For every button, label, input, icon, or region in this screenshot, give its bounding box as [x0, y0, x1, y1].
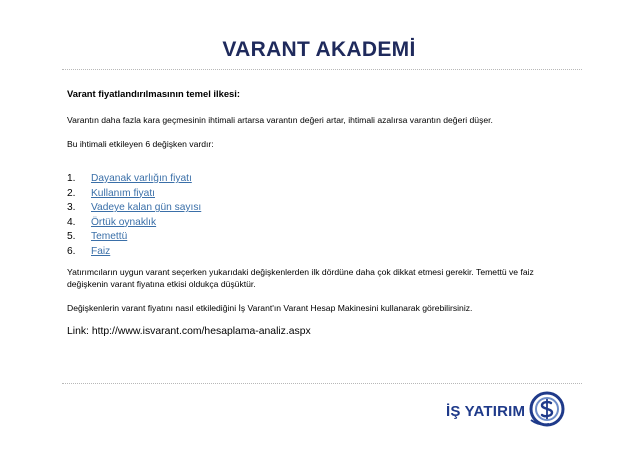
intro-paragraph: Varantın daha fazla kara geçmesinin ihtimali artarsa varantın değeri artar, ihtimali azalırsa varantın değeri düşer. [67, 115, 493, 125]
factors-intro: Bu ihtimali etkileyen 6 değişken vardır: [67, 139, 214, 149]
factor-link-implied-volatility[interactable]: Örtük oynaklık [91, 216, 157, 228]
factor-link-underlying-price[interactable]: Dayanak varlığın fiyatı [91, 173, 192, 184]
calculator-note: Değişkenlerin varant fiyatını nasıl etkilediğini İş Varant'ın Varant Hesap Makinesini kullanarak görebilirsiniz. [67, 302, 473, 313]
factor-link-strike-price[interactable]: Kullanım fiyatı [91, 187, 155, 199]
list-number: 2. [67, 187, 76, 199]
factor-link-dividend[interactable]: Temettü [91, 231, 128, 243]
main-content [67, 82, 567, 338]
list-item [67, 230, 567, 245]
factor-list [67, 172, 567, 260]
section-heading: Varant fiyatlandırılmasının temel ilkesi: [67, 88, 240, 99]
list-number: 3. [67, 202, 76, 214]
list-number: 4. [67, 216, 76, 228]
list-item [67, 172, 567, 187]
list-item [67, 245, 567, 260]
list-number: 5. [67, 231, 76, 243]
logo-text: İŞ YATIRIM [446, 403, 526, 420]
factor-link-days-to-maturity[interactable]: Vadeye kalan gün sayısı [91, 202, 202, 214]
bottom-divider [62, 383, 582, 384]
link-line[interactable]: Link: http://www.isvarant.com/hesaplama-analiz.aspx [67, 325, 311, 337]
list-item [67, 216, 567, 231]
top-divider [62, 69, 582, 70]
factor-link-interest[interactable]: Faiz [91, 245, 111, 257]
list-item [67, 201, 567, 216]
is-yatirim-logo [446, 390, 567, 433]
list-number: 6. [67, 245, 76, 257]
dollar-sign-emblem-icon [527, 390, 567, 433]
list-item [67, 187, 567, 202]
page-title: VARANT AKADEMİ [222, 38, 416, 61]
note-paragraph: Yatırımcıların uygun varant seçerken yukarıdaki değişkenlerden ilk dördüne daha çok dikkat etmesi gerekir. Temettü ve faiz değişkenin varant fiyatına etkisi oldukça düşüktür. [67, 266, 534, 289]
list-number: 1. [67, 173, 76, 184]
